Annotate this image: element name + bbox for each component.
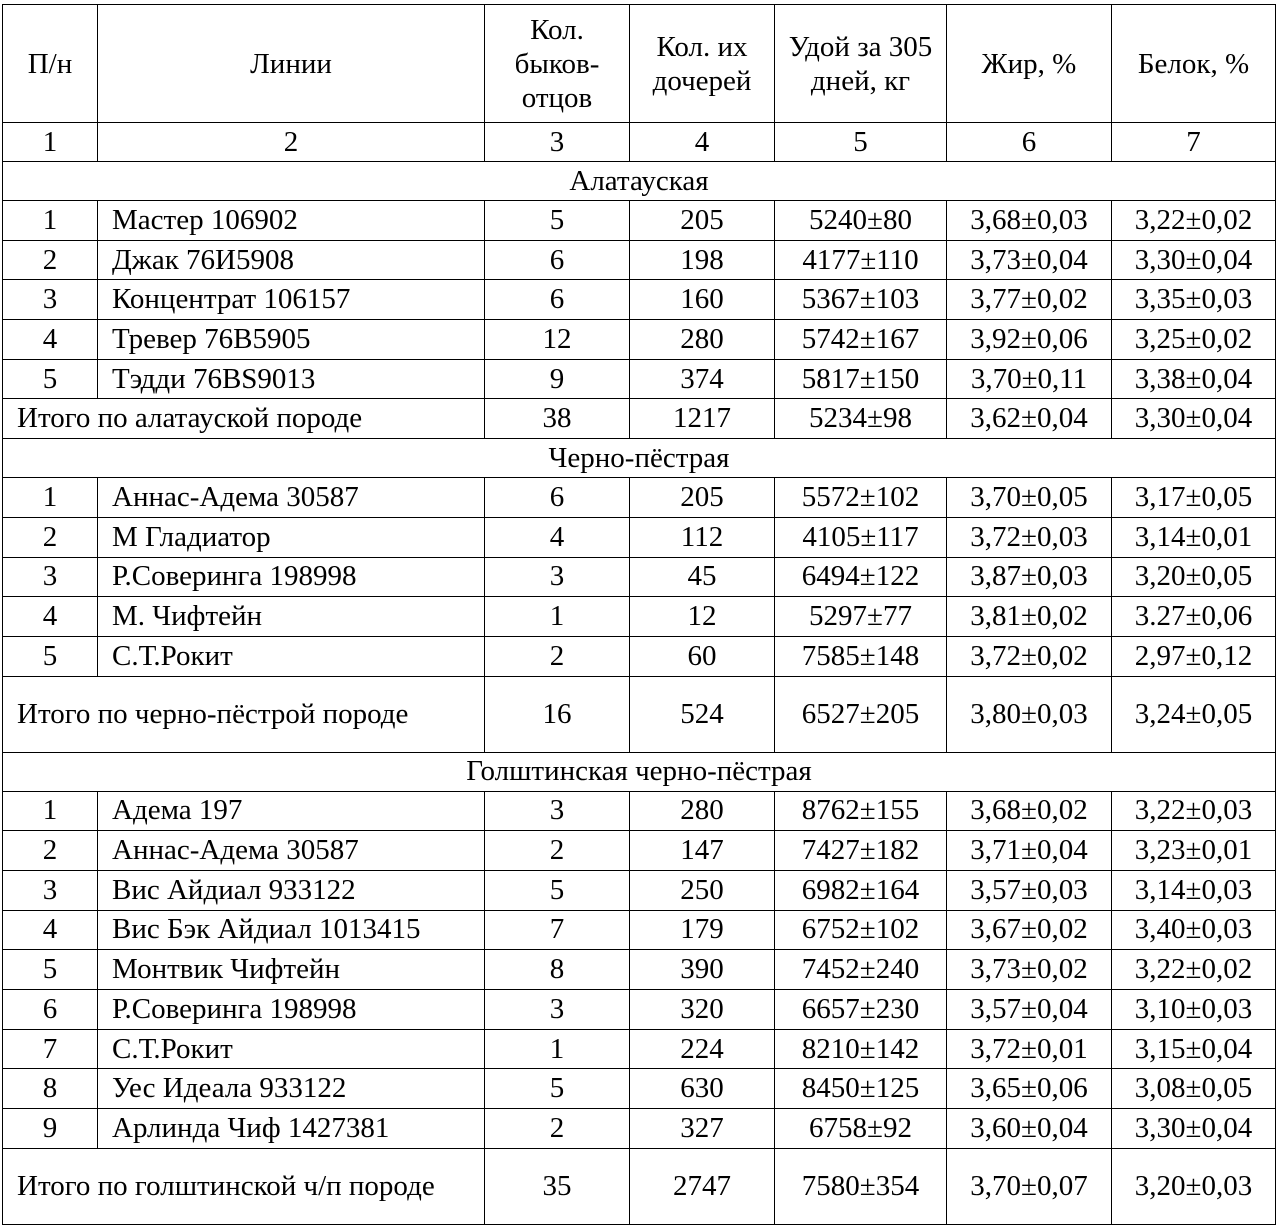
fat-percent: 3,72±0,01 xyxy=(947,1029,1112,1069)
table-row xyxy=(3,240,1276,280)
daughters-count: 327 xyxy=(630,1109,775,1149)
table-row xyxy=(3,597,1276,637)
line-name: Монтвик Чифтейн xyxy=(98,950,485,990)
bulls-count: 7 xyxy=(485,910,630,950)
total-milk-yield: 5234±98 xyxy=(775,399,947,439)
total-fat-percent: 3,80±0,03 xyxy=(947,676,1112,752)
bulls-count: 6 xyxy=(485,280,630,320)
daughters-count: 280 xyxy=(630,791,775,831)
row-index: 2 xyxy=(3,517,98,557)
total-fat-percent: 3,70±0,07 xyxy=(947,1148,1112,1224)
fat-percent: 3,92±0,06 xyxy=(947,320,1112,360)
protein-percent: 3.27±0,06 xyxy=(1112,597,1276,637)
protein-percent: 3,10±0,03 xyxy=(1112,990,1276,1030)
row-index: 2 xyxy=(3,831,98,871)
row-index: 6 xyxy=(3,990,98,1030)
bulls-count: 1 xyxy=(485,597,630,637)
section-header-row xyxy=(3,752,1276,791)
fat-percent: 3,72±0,02 xyxy=(947,636,1112,676)
line-name: Тревер 76В5905 xyxy=(98,320,485,360)
milk-yield: 5240±80 xyxy=(775,201,947,241)
table-row xyxy=(3,791,1276,831)
protein-percent: 3,08±0,05 xyxy=(1112,1069,1276,1109)
table-row xyxy=(3,1109,1276,1149)
daughters-count: 224 xyxy=(630,1029,775,1069)
fat-percent: 3,68±0,02 xyxy=(947,791,1112,831)
total-label: Итого по черно-пёстрой породе xyxy=(3,676,485,752)
column-number: 6 xyxy=(947,123,1112,162)
table-row xyxy=(3,910,1276,950)
line-name: Аннас-Адема 30587 xyxy=(98,831,485,871)
line-name: Вис Бэк Айдиал 1013415 xyxy=(98,910,485,950)
daughters-count: 320 xyxy=(630,990,775,1030)
section-header-row xyxy=(3,439,1276,478)
milk-yield: 6752±102 xyxy=(775,910,947,950)
line-name: Р.Соверинга 198998 xyxy=(98,990,485,1030)
fat-percent: 3,57±0,03 xyxy=(947,870,1112,910)
daughters-count: 374 xyxy=(630,359,775,399)
fat-percent: 3,71±0,04 xyxy=(947,831,1112,871)
daughters-count: 147 xyxy=(630,831,775,871)
row-index: 5 xyxy=(3,950,98,990)
breed-lines-table xyxy=(2,4,1276,1225)
bulls-count: 2 xyxy=(485,1109,630,1149)
fat-percent: 3,87±0,03 xyxy=(947,557,1112,597)
line-name: Аннас-Адема 30587 xyxy=(98,478,485,518)
row-index: 2 xyxy=(3,240,98,280)
header-lines: Линии xyxy=(98,5,485,123)
total-bulls-count: 38 xyxy=(485,399,630,439)
bulls-count: 5 xyxy=(485,870,630,910)
table-row xyxy=(3,557,1276,597)
row-index: 3 xyxy=(3,557,98,597)
fat-percent: 3,70±0,05 xyxy=(947,478,1112,518)
row-index: 5 xyxy=(3,636,98,676)
row-index: 4 xyxy=(3,910,98,950)
row-index: 1 xyxy=(3,791,98,831)
header-fat: Жир, % xyxy=(947,5,1112,123)
bulls-count: 4 xyxy=(485,517,630,557)
daughters-count: 60 xyxy=(630,636,775,676)
row-index: 3 xyxy=(3,870,98,910)
line-name: С.Т.Рокит xyxy=(98,1029,485,1069)
protein-percent: 3,15±0,04 xyxy=(1112,1029,1276,1069)
column-number-row xyxy=(3,123,1276,162)
table-row xyxy=(3,201,1276,241)
fat-percent: 3,73±0,04 xyxy=(947,240,1112,280)
total-milk-yield: 6527±205 xyxy=(775,676,947,752)
column-number: 5 xyxy=(775,123,947,162)
bulls-count: 3 xyxy=(485,557,630,597)
fat-percent: 3,81±0,02 xyxy=(947,597,1112,637)
bulls-count: 5 xyxy=(485,201,630,241)
daughters-count: 390 xyxy=(630,950,775,990)
line-name: Адема 197 xyxy=(98,791,485,831)
row-index: 4 xyxy=(3,320,98,360)
table-row xyxy=(3,478,1276,518)
section-title: Черно-пёстрая xyxy=(3,439,1276,478)
protein-percent: 2,97±0,12 xyxy=(1112,636,1276,676)
line-name: Вис Айдиал 933122 xyxy=(98,870,485,910)
fat-percent: 3,70±0,11 xyxy=(947,359,1112,399)
daughters-count: 250 xyxy=(630,870,775,910)
bulls-count: 2 xyxy=(485,831,630,871)
header-bulls-count: Кол. быков-отцов xyxy=(485,5,630,123)
protein-percent: 3,22±0,02 xyxy=(1112,950,1276,990)
milk-yield: 4177±110 xyxy=(775,240,947,280)
table-row xyxy=(3,990,1276,1030)
table-row xyxy=(3,1029,1276,1069)
fat-percent: 3,77±0,02 xyxy=(947,280,1112,320)
daughters-count: 280 xyxy=(630,320,775,360)
fat-percent: 3,73±0,02 xyxy=(947,950,1112,990)
daughters-count: 12 xyxy=(630,597,775,637)
table-row xyxy=(3,950,1276,990)
header-index: П/н xyxy=(3,5,98,123)
milk-yield: 7427±182 xyxy=(775,831,947,871)
total-protein-percent: 3,24±0,05 xyxy=(1112,676,1276,752)
milk-yield: 4105±117 xyxy=(775,517,947,557)
column-number: 2 xyxy=(98,123,485,162)
row-index: 3 xyxy=(3,280,98,320)
daughters-count: 205 xyxy=(630,478,775,518)
protein-percent: 3,20±0,05 xyxy=(1112,557,1276,597)
line-name: Арлинда Чиф 1427381 xyxy=(98,1109,485,1149)
table-row xyxy=(3,320,1276,360)
fat-percent: 3,72±0,03 xyxy=(947,517,1112,557)
bulls-count: 5 xyxy=(485,1069,630,1109)
total-protein-percent: 3,20±0,03 xyxy=(1112,1148,1276,1224)
line-name: С.Т.Рокит xyxy=(98,636,485,676)
milk-yield: 8210±142 xyxy=(775,1029,947,1069)
bulls-count: 6 xyxy=(485,240,630,280)
total-fat-percent: 3,62±0,04 xyxy=(947,399,1112,439)
row-index: 1 xyxy=(3,201,98,241)
line-name: М. Чифтейн xyxy=(98,597,485,637)
milk-yield: 5367±103 xyxy=(775,280,947,320)
column-number: 7 xyxy=(1112,123,1276,162)
fat-percent: 3,68±0,03 xyxy=(947,201,1112,241)
protein-percent: 3,17±0,05 xyxy=(1112,478,1276,518)
bulls-count: 12 xyxy=(485,320,630,360)
bulls-count: 3 xyxy=(485,990,630,1030)
milk-yield: 6982±164 xyxy=(775,870,947,910)
table-row xyxy=(3,1069,1276,1109)
daughters-count: 205 xyxy=(630,201,775,241)
section-header-row xyxy=(3,162,1276,201)
protein-percent: 3,40±0,03 xyxy=(1112,910,1276,950)
table-row xyxy=(3,280,1276,320)
milk-yield: 7585±148 xyxy=(775,636,947,676)
protein-percent: 3,22±0,02 xyxy=(1112,201,1276,241)
protein-percent: 3,35±0,03 xyxy=(1112,280,1276,320)
daughters-count: 45 xyxy=(630,557,775,597)
bulls-count: 2 xyxy=(485,636,630,676)
column-number: 1 xyxy=(3,123,98,162)
milk-yield: 6657±230 xyxy=(775,990,947,1030)
column-number: 3 xyxy=(485,123,630,162)
milk-yield: 6494±122 xyxy=(775,557,947,597)
row-index: 4 xyxy=(3,597,98,637)
fat-percent: 3,57±0,04 xyxy=(947,990,1112,1030)
row-index: 7 xyxy=(3,1029,98,1069)
total-label: Итого по алатауской породе xyxy=(3,399,485,439)
section-title: Алатауская xyxy=(3,162,1276,201)
total-daughters-count: 2747 xyxy=(630,1148,775,1224)
total-protein-percent: 3,30±0,04 xyxy=(1112,399,1276,439)
table-row xyxy=(3,359,1276,399)
row-index: 9 xyxy=(3,1109,98,1149)
protein-percent: 3,14±0,03 xyxy=(1112,870,1276,910)
table-row xyxy=(3,517,1276,557)
bulls-count: 8 xyxy=(485,950,630,990)
line-name: Уес Идеала 933122 xyxy=(98,1069,485,1109)
section-title: Голштинская черно-пёстрая xyxy=(3,752,1276,791)
bulls-count: 6 xyxy=(485,478,630,518)
protein-percent: 3,38±0,04 xyxy=(1112,359,1276,399)
row-index: 1 xyxy=(3,478,98,518)
total-milk-yield: 7580±354 xyxy=(775,1148,947,1224)
total-row xyxy=(3,1148,1276,1224)
column-number: 4 xyxy=(630,123,775,162)
protein-percent: 3,30±0,04 xyxy=(1112,1109,1276,1149)
milk-yield: 5297±77 xyxy=(775,597,947,637)
milk-yield: 6758±92 xyxy=(775,1109,947,1149)
milk-yield: 5742±167 xyxy=(775,320,947,360)
table-row xyxy=(3,870,1276,910)
header-row xyxy=(3,5,1276,123)
total-bulls-count: 35 xyxy=(485,1148,630,1224)
milk-yield: 7452±240 xyxy=(775,950,947,990)
total-daughters-count: 1217 xyxy=(630,399,775,439)
fat-percent: 3,60±0,04 xyxy=(947,1109,1112,1149)
line-name: Джак 76И5908 xyxy=(98,240,485,280)
line-name: М Гладиатор xyxy=(98,517,485,557)
bulls-count: 1 xyxy=(485,1029,630,1069)
row-index: 8 xyxy=(3,1069,98,1109)
milk-yield: 8450±125 xyxy=(775,1069,947,1109)
daughters-count: 630 xyxy=(630,1069,775,1109)
protein-percent: 3,30±0,04 xyxy=(1112,240,1276,280)
milk-yield: 5572±102 xyxy=(775,478,947,518)
header-milk-yield: Удой за 305 дней, кг xyxy=(775,5,947,123)
table-body xyxy=(3,162,1276,1225)
header-daughters-count: Кол. их дочерей xyxy=(630,5,775,123)
protein-percent: 3,25±0,02 xyxy=(1112,320,1276,360)
daughters-count: 179 xyxy=(630,910,775,950)
total-row xyxy=(3,676,1276,752)
daughters-count: 112 xyxy=(630,517,775,557)
total-label: Итого по голштинской ч/п породе xyxy=(3,1148,485,1224)
total-bulls-count: 16 xyxy=(485,676,630,752)
table-row xyxy=(3,831,1276,871)
row-index: 5 xyxy=(3,359,98,399)
bulls-count: 3 xyxy=(485,791,630,831)
daughters-count: 198 xyxy=(630,240,775,280)
milk-yield: 8762±155 xyxy=(775,791,947,831)
line-name: Концентрат 106157 xyxy=(98,280,485,320)
total-row xyxy=(3,399,1276,439)
protein-percent: 3,23±0,01 xyxy=(1112,831,1276,871)
bulls-count: 9 xyxy=(485,359,630,399)
fat-percent: 3,67±0,02 xyxy=(947,910,1112,950)
milk-yield: 5817±150 xyxy=(775,359,947,399)
total-daughters-count: 524 xyxy=(630,676,775,752)
line-name: Мастер 106902 xyxy=(98,201,485,241)
line-name: Р.Соверинга 198998 xyxy=(98,557,485,597)
protein-percent: 3,22±0,03 xyxy=(1112,791,1276,831)
fat-percent: 3,65±0,06 xyxy=(947,1069,1112,1109)
line-name: Тэдди 76BS9013 xyxy=(98,359,485,399)
header-protein: Белок, % xyxy=(1112,5,1276,123)
protein-percent: 3,14±0,01 xyxy=(1112,517,1276,557)
table-row xyxy=(3,636,1276,676)
daughters-count: 160 xyxy=(630,280,775,320)
